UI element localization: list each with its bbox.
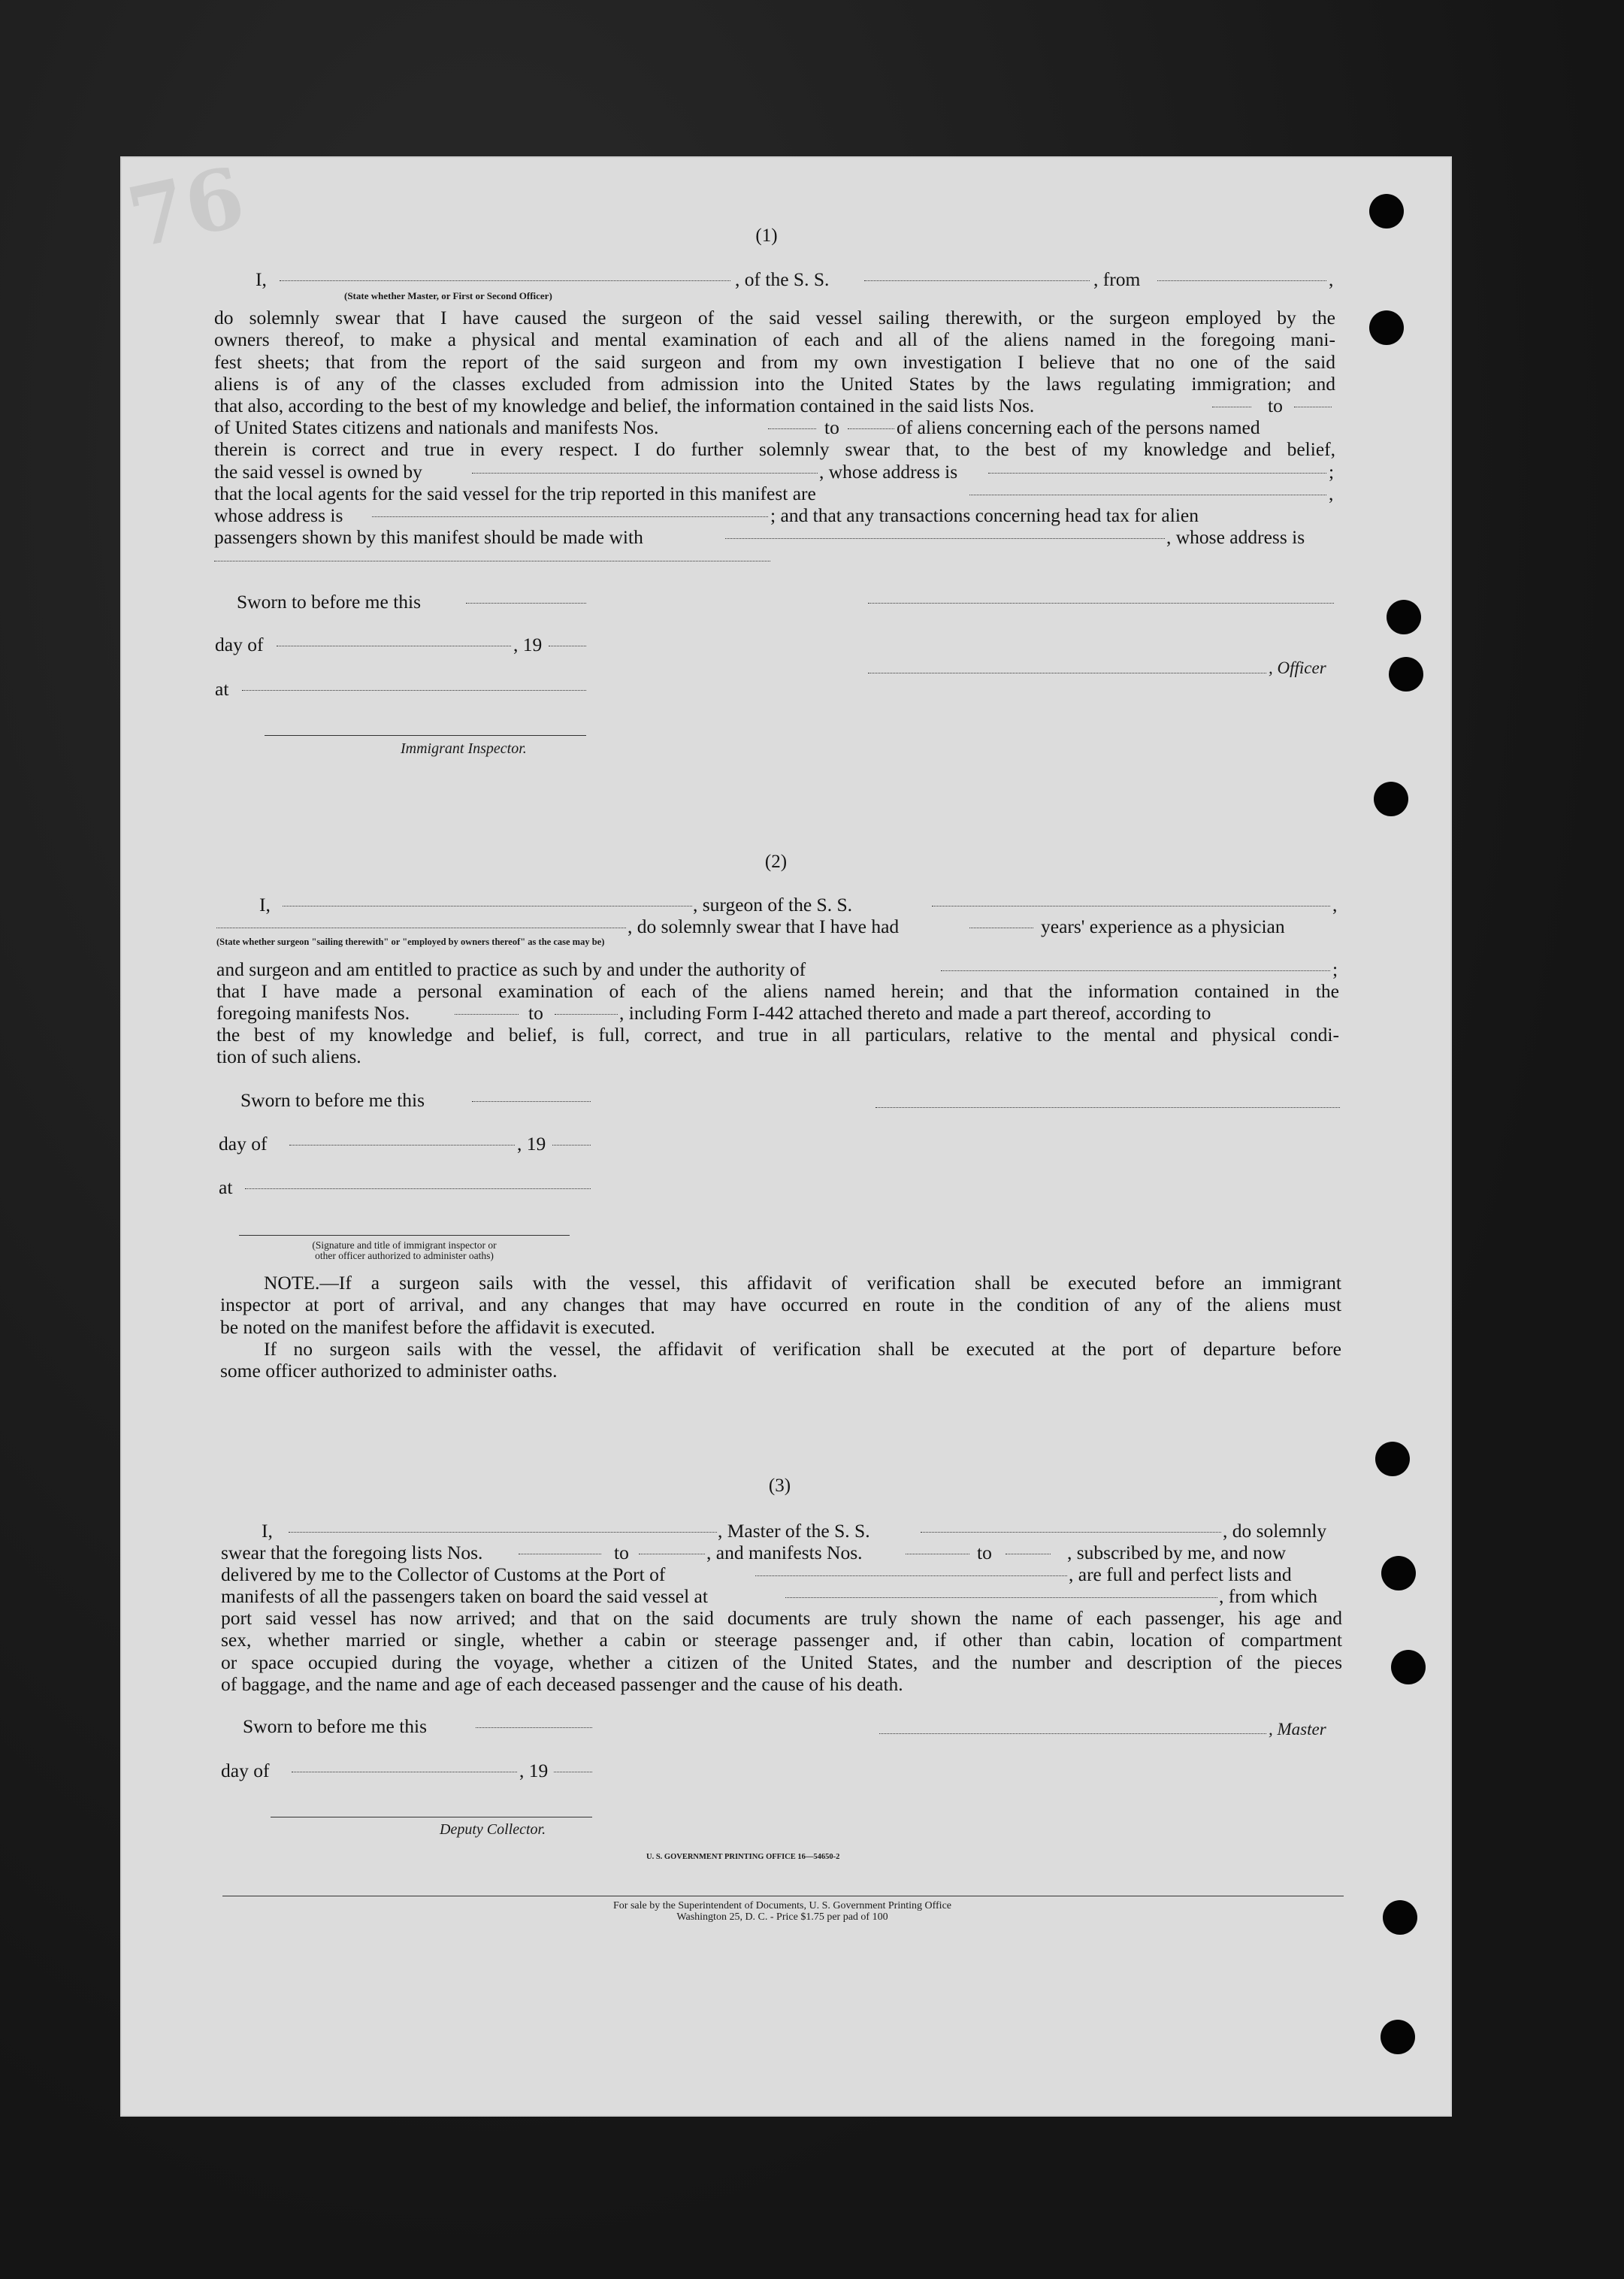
- s2-authority-field[interactable]: [941, 970, 1330, 971]
- s1-vessel-field[interactable]: [864, 280, 1090, 281]
- s1-manifest-to-field[interactable]: [848, 428, 894, 429]
- s2-line3b: ;: [1332, 958, 1338, 980]
- s1-line11a: passengers shown by this manifest should be made with: [214, 526, 643, 548]
- s1-line8c: ;: [1329, 461, 1335, 483]
- punch-hole: [1389, 657, 1423, 692]
- s2-line6: the best of my knowledge and belief, is full, correct, and true in all particulars, relative to the mental and physical condi-: [216, 1024, 1339, 1046]
- s2-sig-note-2: other officer authorized to administer oaths): [315, 1250, 494, 1261]
- s2-day-of: day of: [219, 1133, 268, 1155]
- s3-l4a: manifests of all the passengers taken on board the said vessel at: [221, 1585, 708, 1607]
- s3-line: sex, whether married or single, whether a cabin or steerage passenger and, if other than cabin, location of compartment: [221, 1629, 1342, 1651]
- s2-signature-field[interactable]: [876, 1107, 1340, 1108]
- s1-owner-field[interactable]: [472, 473, 818, 474]
- s1-agents-address-field[interactable]: [372, 516, 768, 517]
- s1-of-ss: , of the S. S.: [735, 268, 830, 290]
- s2-manifest-from-field[interactable]: [455, 1014, 519, 1015]
- s1-nineteen: , 19: [513, 634, 543, 655]
- s2-note-surgeon: (State whether surgeon "sailing therewith" or "employed by owners thereof" as the case may be): [216, 937, 605, 947]
- s1-line11b: , whose address is: [1166, 526, 1305, 548]
- s2-at-field[interactable]: [245, 1188, 591, 1189]
- s1-line6b: of aliens concerning each of the persons named: [897, 416, 1260, 438]
- s1-comma: ,: [1329, 268, 1334, 290]
- s3-l3b: , are full and perfect lists and: [1069, 1563, 1292, 1585]
- punch-hole: [1383, 1900, 1417, 1935]
- s1-headtax-field[interactable]: [725, 538, 1165, 539]
- punch-hole: [1381, 2020, 1415, 2054]
- s1-sworn: Sworn to before me this: [237, 591, 422, 613]
- s2-at: at: [219, 1176, 233, 1198]
- s3-l4b: , from which: [1219, 1585, 1318, 1607]
- s2-sworn-day-field[interactable]: [472, 1101, 591, 1102]
- s3-port-field[interactable]: [755, 1575, 1067, 1576]
- s1-line8a: the said vessel is owned by: [214, 461, 422, 483]
- s1-line10b: ; and that any transactions concerning head tax for alien: [770, 504, 1199, 526]
- s2-sig-note-1: (Signature and title of immigrant inspector or: [312, 1239, 497, 1251]
- s1-at: at: [215, 678, 229, 700]
- s3-sworn: Sworn to before me this: [243, 1715, 428, 1737]
- s2-comma: ,: [1332, 894, 1338, 916]
- s1-line10a: whose address is: [214, 504, 343, 526]
- punch-hole: [1374, 782, 1408, 816]
- s1-officer-label: , Officer: [1269, 658, 1326, 677]
- s3-i: I,: [262, 1520, 273, 1542]
- s2-note-line: If no surgeon sails with the vessel, the affidavit of verification shall be executed at the port of departure before: [264, 1337, 1341, 1360]
- s1-inspector-line[interactable]: [265, 735, 586, 736]
- punch-hole: [1369, 310, 1404, 345]
- s1-line6-to: to: [824, 416, 839, 438]
- s1-line8b: , whose address is: [819, 461, 958, 483]
- s3-collector-label: Deputy Collector.: [440, 1821, 546, 1838]
- s2-line5a: foregoing manifests Nos.: [216, 1002, 410, 1024]
- s1-line: do solemnly swear that I have caused the surgeon of the said vessel sailing therewith, or the surgeon employed by the: [214, 307, 1335, 328]
- s3-line: or space occupied during the voyage, whether a citizen of the United States, and the number and description of the pieces: [221, 1651, 1342, 1673]
- s1-officer-name-field[interactable]: [280, 280, 730, 281]
- s1-note-master: (State whether Master, or First or Second Officer): [344, 290, 552, 301]
- s3-master-name-field[interactable]: [289, 1532, 717, 1533]
- s3-solemnly: , do solemnly: [1223, 1520, 1327, 1542]
- s2-line5b: , including Form I-442 attached thereto and made a part thereof, according to: [619, 1002, 1211, 1024]
- s3-l2c: , subscribed by me, and now: [1067, 1542, 1287, 1563]
- s1-owner-address-field[interactable]: [988, 473, 1326, 474]
- s1-from-field[interactable]: [1157, 280, 1326, 281]
- s3-line: port said vessel has now arrived; and that on the said documents are truly shown the name of each passenger, his age and: [221, 1607, 1342, 1629]
- s1-at-field[interactable]: [242, 690, 586, 691]
- s3-master-label: , Master: [1269, 1720, 1326, 1739]
- s1-line7: therein is correct and true in every respect. I do further solemnly swear that, to the best of my knowledge and belief,: [214, 438, 1335, 460]
- s1-manifest-from-field[interactable]: [768, 428, 816, 429]
- s1-from: , from: [1093, 268, 1141, 290]
- punch-hole: [1381, 1556, 1416, 1590]
- s2-year-field[interactable]: [552, 1145, 591, 1146]
- s2-month-field[interactable]: [289, 1145, 515, 1146]
- s3-day-of: day of: [221, 1760, 270, 1781]
- s2-note-line: inspector at port of arrival, and any changes that may have occurred en route in the condition of any of the aliens must: [220, 1294, 1341, 1316]
- s1-sworn-day-field[interactable]: [466, 603, 586, 604]
- s1-line: fest sheets; that from the report of the said surgeon and from my own investigation I believe that no one of the said: [214, 350, 1335, 373]
- s2-line7: tion of such aliens.: [216, 1046, 361, 1068]
- section-1-number: (1): [755, 225, 778, 246]
- s3-l3a: delivered by me to the Collector of Customs at the Port of: [221, 1563, 666, 1585]
- s2-inspector-line[interactable]: [239, 1235, 570, 1236]
- s2-sworn: Sworn to before me this: [240, 1089, 425, 1111]
- s1-inspector-label: Immigrant Inspector.: [401, 740, 527, 757]
- s1-line: owners thereof, to make a physical and mental examination of each and all of the aliens named in the foregoing mani-: [214, 328, 1335, 351]
- s3-l2a: swear that the foregoing lists Nos.: [221, 1542, 483, 1563]
- s2-line3a: and surgeon and am entitled to practice as such by and under the authority of: [216, 958, 806, 980]
- s3-l2-to2: to: [977, 1542, 992, 1563]
- s1-line: aliens is of any of the classes excluded from admission into the United States by the laws regulating immigration; and: [214, 372, 1335, 395]
- s2-i: I,: [259, 894, 271, 916]
- s3-oath-paragraph: [221, 1607, 1342, 1695]
- s1-signature-field[interactable]: [868, 603, 1334, 604]
- s1-i: I,: [256, 268, 267, 290]
- s1-line7-wrap: [214, 438, 1335, 460]
- s2-note-line: NOTE.—If a surgeon sails with the vessel, this affidavit of verification shall be executed before an immigrant: [264, 1272, 1341, 1294]
- s3-l2b: , and manifests Nos.: [706, 1542, 863, 1563]
- s1-line5-to: to: [1268, 395, 1283, 416]
- s3-boarding-port-field[interactable]: [785, 1597, 1217, 1598]
- s2-swear: , do solemnly swear that I have had: [628, 916, 900, 937]
- punch-hole: [1391, 1650, 1426, 1684]
- s3-vessel-field[interactable]: [921, 1532, 1221, 1533]
- sale-notice-1: For sale by the Superintendent of Documents, U. S. Government Printing Office: [613, 1900, 951, 1911]
- s2-manifest-to-field[interactable]: [555, 1014, 618, 1015]
- s2-note-line: some officer authorized to administer oaths.: [220, 1360, 558, 1382]
- s3-master-of: , Master of the S. S.: [718, 1520, 870, 1542]
- faint-stamp-mark: 76: [119, 148, 253, 268]
- punch-hole: [1369, 194, 1404, 229]
- sale-notice-2: Washington 25, D. C. - Price $1.75 per pad of 100: [676, 1911, 888, 1923]
- s3-master-signature-field[interactable]: [879, 1733, 1266, 1734]
- s3-nineteen: , 19: [519, 1760, 549, 1781]
- s3-line: of baggage, and the name and age of each deceased passenger and the cause of his death.: [221, 1672, 903, 1695]
- s1-line9: that the local agents for the said vessel for the trip reported in this manifest are: [214, 483, 816, 504]
- s2-line4-wrap: [216, 980, 1339, 1002]
- section-3-number: (3): [768, 1475, 791, 1496]
- s2-line5-to: to: [528, 1002, 543, 1024]
- s1-line5: that also, according to the best of my knowledge and belief, the information contained in the said lists Nos.: [214, 395, 1035, 416]
- s2-line6-wrap: [216, 1024, 1339, 1068]
- punch-hole: [1387, 600, 1421, 634]
- s1-oath-paragraph: [214, 307, 1335, 395]
- punch-hole: [1375, 1442, 1410, 1476]
- gpo-imprint: U. S. GOVERNMENT PRINTING OFFICE 16—54650-2: [646, 1853, 840, 1861]
- s2-nineteen: , 19: [517, 1133, 546, 1155]
- s1-line9-end: ,: [1329, 483, 1334, 504]
- s3-l2-to1: to: [614, 1542, 629, 1563]
- section-2-number: (2): [764, 852, 788, 872]
- s3-sworn-day-field[interactable]: [476, 1727, 592, 1728]
- s2-line4: that I have made a personal examination of each of the aliens named herein; and that the information contained in the: [216, 980, 1339, 1002]
- s1-line6a: of United States citizens and nationals and manifests Nos.: [214, 416, 659, 438]
- s2-note-line: be noted on the manifest before the affidavit is executed.: [220, 1315, 655, 1338]
- s2-note-paragraph: [220, 1272, 1341, 1382]
- s2-surgeon-of: , surgeon of the S. S.: [693, 894, 853, 916]
- s2-years: years' experience as a physician: [1041, 916, 1285, 937]
- s1-day-of: day of: [215, 634, 264, 655]
